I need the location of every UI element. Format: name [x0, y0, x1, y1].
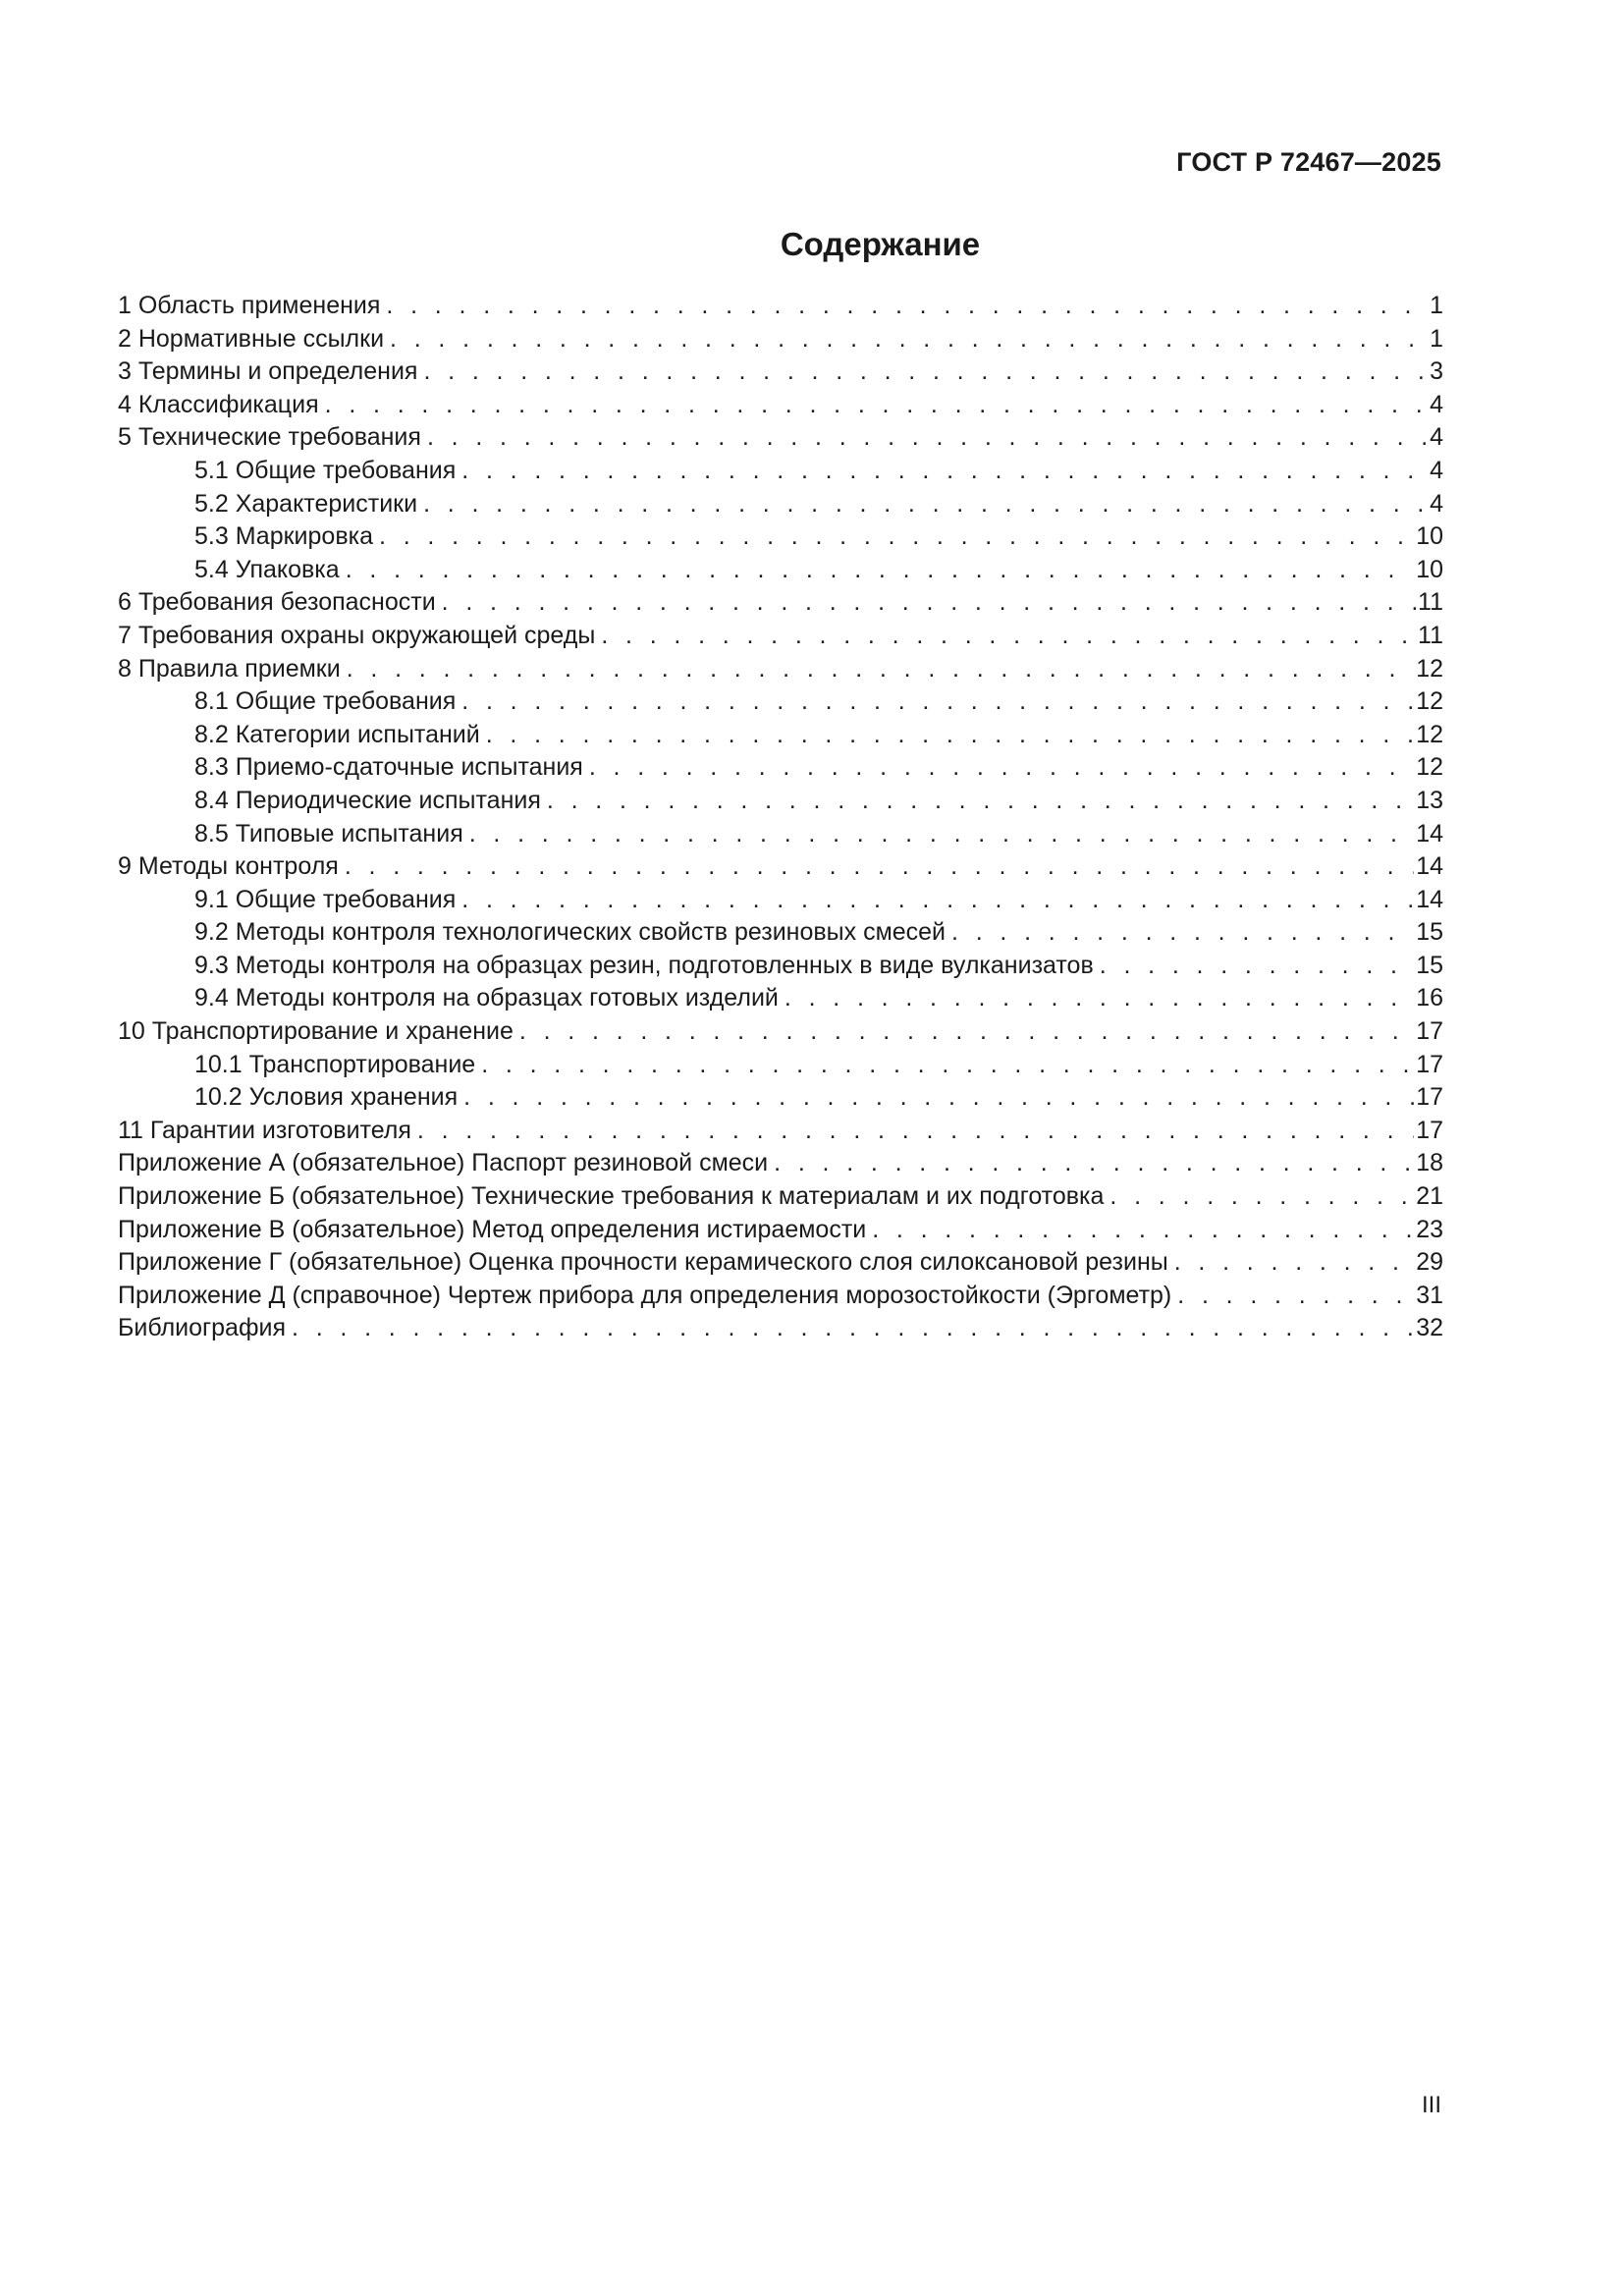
toc-entry-label: 7 Требования охраны окружающей среды — [118, 621, 596, 649]
toc-entry-label: 3 Термины и определения — [118, 357, 418, 386]
toc-entry[interactable] — [118, 685, 1443, 719]
toc-entry[interactable] — [118, 850, 1443, 884]
toc-dot-leader — [784, 982, 1414, 1015]
toc-entry[interactable] — [118, 620, 1443, 653]
toc-entry-page: 4 — [1430, 456, 1443, 484]
toc-entry-page: 12 — [1416, 687, 1443, 716]
toc-entry-label: 1 Область применения — [118, 292, 381, 319]
toc-entry-label: 9.2 Методы контроля технологических свойств резиновых смесей — [194, 918, 947, 947]
toc-entry-page: 21 — [1416, 1182, 1443, 1211]
toc-entry-page: 10 — [1416, 522, 1443, 551]
toc-dot-leader — [601, 620, 1416, 653]
toc-entry-label: 5.4 Упаковка — [194, 555, 340, 583]
toc-entry-label: 8.1 Общие требования — [194, 687, 457, 716]
toc-entry[interactable] — [118, 355, 1443, 389]
toc-dot-leader — [774, 1147, 1414, 1180]
toc-entry-label: 9.4 Методы контроля на образцах готовых изделий — [194, 984, 779, 1012]
toc-entry[interactable] — [118, 1115, 1443, 1148]
toc-entry-page: 1 — [1430, 324, 1443, 353]
toc-entry-page: 23 — [1416, 1215, 1443, 1243]
toc-entry-page: 16 — [1416, 984, 1443, 1012]
toc-entry[interactable] — [118, 554, 1443, 587]
toc-entry-page: 1 — [1430, 292, 1443, 319]
toc-entry-label: 8.3 Приемо-сдаточные испытания — [194, 753, 583, 782]
toc-entry-page: 18 — [1416, 1149, 1443, 1177]
toc-dot-leader — [346, 554, 1414, 587]
toc-entry-label: 5.1 Общие требования — [194, 456, 457, 484]
toc-dot-leader — [1177, 1280, 1414, 1313]
toc-dot-leader — [386, 290, 1428, 323]
toc-entry-page: 14 — [1416, 885, 1443, 913]
toc-entry-page: 3 — [1430, 357, 1443, 386]
document-code: ГОСТ Р 72467—2025 — [1176, 147, 1441, 177]
toc-entry[interactable] — [118, 1180, 1443, 1214]
toc-entry[interactable] — [118, 719, 1443, 752]
toc-dot-leader — [423, 355, 1428, 389]
toc-entry[interactable] — [118, 950, 1443, 983]
toc-dot-leader — [951, 916, 1414, 950]
toc-entry-page: 12 — [1416, 720, 1443, 748]
page-title: Содержание — [780, 226, 981, 262]
toc-entry-page: 4 — [1430, 489, 1443, 518]
toc-entry-label: 11 Гарантии изготовителя — [118, 1116, 411, 1144]
toc-entry[interactable] — [118, 389, 1443, 422]
toc-entry-label: 4 Классификация — [118, 390, 319, 418]
toc-entry[interactable] — [118, 785, 1443, 818]
toc-entry-label: Приложение А (обязательное) Паспорт резиновой смеси — [118, 1149, 769, 1177]
toc-entry-label: Библиография — [118, 1314, 287, 1342]
toc-entry-label: 9 Методы контроля — [118, 852, 339, 881]
table-of-contents — [118, 290, 1443, 1345]
toc-entry-label: 8.4 Периодические испытания — [194, 786, 541, 814]
toc-entry[interactable] — [118, 916, 1443, 950]
toc-entry[interactable] — [118, 520, 1443, 554]
toc-dot-leader — [463, 1081, 1414, 1115]
toc-entry-page: 29 — [1416, 1248, 1443, 1277]
toc-entry-page: 17 — [1416, 1116, 1443, 1144]
toc-dot-leader — [423, 488, 1428, 521]
toc-entry-page: 11 — [1418, 588, 1443, 617]
toc-entry-page: 11 — [1418, 621, 1443, 649]
toc-entry-page: 15 — [1416, 918, 1443, 947]
toc-entry-page: 4 — [1430, 390, 1443, 418]
toc-entry[interactable] — [118, 323, 1443, 356]
toc-entry-label: 9.1 Общие требования — [194, 885, 457, 913]
toc-entry-label: Приложение Д (справочное) Чертеж прибора для определения морозостойкости (Эргометр) — [118, 1281, 1172, 1309]
toc-entry-label: Приложение В (обязательное) Метод определения истираемости — [118, 1215, 867, 1243]
toc-entry[interactable] — [118, 884, 1443, 917]
toc-dot-leader — [292, 1312, 1414, 1345]
toc-entry-label: 2 Нормативные ссылки — [118, 324, 385, 353]
toc-dot-leader — [547, 785, 1414, 818]
toc-entry[interactable] — [118, 1312, 1443, 1345]
toc-dot-leader — [325, 389, 1428, 422]
toc-entry-label: 10 Транспортирование и хранение — [118, 1017, 514, 1046]
toc-dot-leader — [481, 1049, 1414, 1082]
toc-dot-leader — [442, 586, 1416, 620]
toc-entry-label: Приложение Б (обязательное) Технические требования к материалам и их подготовка — [118, 1182, 1105, 1211]
toc-entry-page: 14 — [1416, 852, 1443, 881]
toc-dot-leader — [345, 850, 1414, 884]
toc-entry-label: Приложение Г (обязательное) Оценка прочности керамического слоя силоксановой резины — [118, 1248, 1168, 1277]
toc-entry[interactable] — [118, 421, 1443, 455]
toc-entry[interactable] — [118, 1081, 1443, 1115]
toc-entry-page: 17 — [1416, 1017, 1443, 1046]
toc-entry-page: 15 — [1416, 951, 1443, 979]
toc-entry-page: 12 — [1416, 753, 1443, 782]
toc-entry[interactable] — [118, 751, 1443, 785]
toc-entry[interactable] — [118, 982, 1443, 1015]
toc-entry-page: 17 — [1416, 1050, 1443, 1078]
toc-entry-label: 8.2 Категории испытаний — [194, 720, 480, 748]
toc-entry-label: 5.3 Маркировка — [194, 522, 373, 551]
toc-entry-label: 6 Требования безопасности — [118, 588, 436, 617]
toc-entry-page: 10 — [1416, 555, 1443, 583]
toc-dot-leader — [461, 685, 1414, 719]
toc-dot-leader — [347, 653, 1414, 686]
toc-entry[interactable] — [118, 1214, 1443, 1247]
toc-entry[interactable] — [118, 455, 1443, 488]
toc-dot-leader — [461, 884, 1414, 917]
toc-entry[interactable] — [118, 1280, 1443, 1313]
toc-entry[interactable] — [118, 1147, 1443, 1180]
toc-dot-leader — [486, 719, 1414, 752]
toc-entry-page: 13 — [1416, 786, 1443, 814]
toc-entry[interactable] — [118, 1049, 1443, 1082]
toc-dot-leader — [469, 818, 1414, 851]
toc-entry-label: 9.3 Методы контроля на образцах резин, подготовленных в виде вулканизатов — [194, 951, 1094, 979]
toc-entry-page: 32 — [1416, 1314, 1443, 1342]
toc-entry-label: 10.1 Транспортирование — [194, 1050, 476, 1078]
toc-entry-page: 14 — [1416, 819, 1443, 847]
page-number: III — [1421, 2092, 1441, 2118]
toc-entry-label: 5.2 Характеристики — [194, 489, 418, 518]
toc-dot-leader — [872, 1214, 1414, 1247]
toc-dot-leader — [1174, 1246, 1414, 1280]
toc-dot-leader — [1100, 950, 1414, 983]
toc-dot-leader — [519, 1015, 1414, 1049]
toc-entry[interactable] — [118, 586, 1443, 620]
toc-dot-leader — [427, 421, 1428, 455]
toc-entry[interactable] — [118, 290, 1443, 323]
toc-entry-page: 4 — [1430, 423, 1443, 452]
toc-dot-leader — [589, 751, 1414, 785]
toc-entry-page: 17 — [1416, 1083, 1443, 1112]
toc-entry[interactable] — [118, 818, 1443, 851]
toc-entry-label: 8.5 Типовые испытания — [194, 819, 463, 847]
toc-dot-leader — [1109, 1180, 1414, 1214]
toc-entry[interactable] — [118, 1246, 1443, 1280]
toc-entry-label: 10.2 Условия хранения — [194, 1083, 459, 1112]
toc-dot-leader — [379, 520, 1414, 554]
toc-entry-label: 5 Технические требования — [118, 423, 421, 452]
toc-dot-leader — [417, 1115, 1414, 1148]
toc-entry-page: 12 — [1416, 654, 1443, 683]
toc-entry[interactable] — [118, 488, 1443, 521]
toc-dot-leader — [461, 455, 1428, 488]
toc-entry-page: 31 — [1416, 1281, 1443, 1309]
toc-entry[interactable] — [118, 653, 1443, 686]
toc-dot-leader — [390, 323, 1428, 356]
toc-entry-label: 8 Правила приемки — [118, 654, 341, 683]
toc-entry[interactable] — [118, 1015, 1443, 1049]
